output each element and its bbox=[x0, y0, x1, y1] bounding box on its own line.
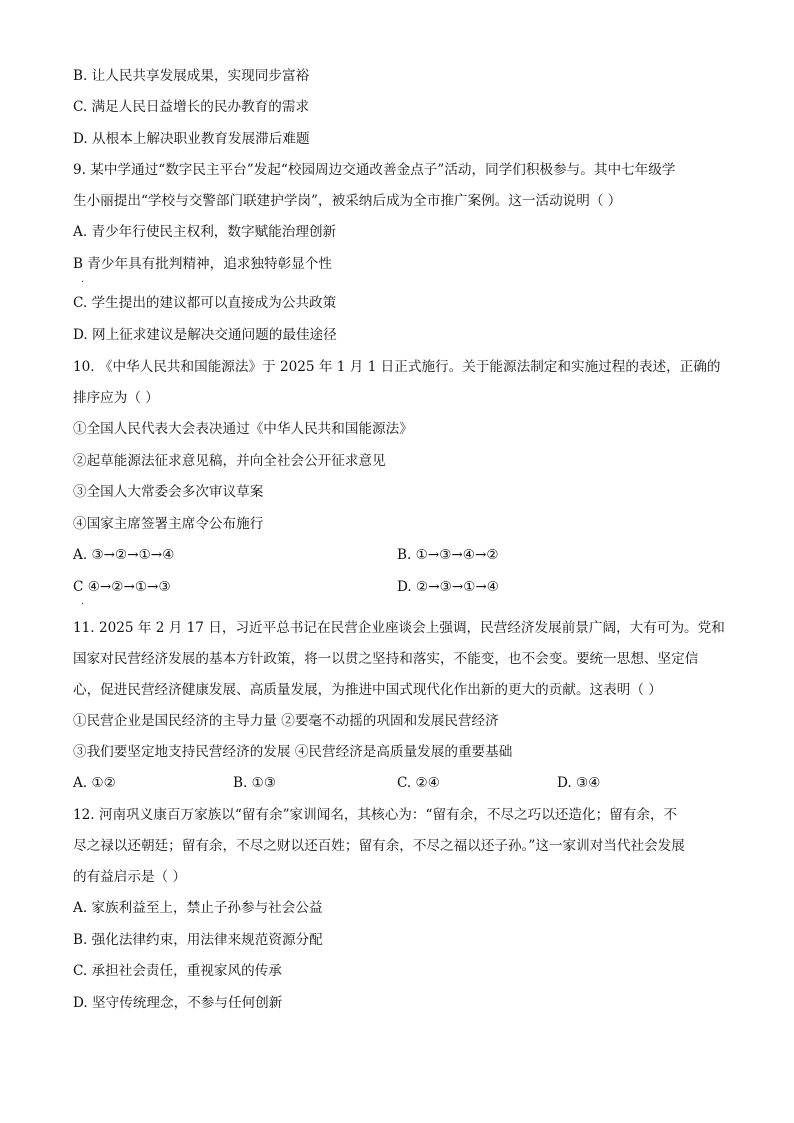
q10-stem-line1: 10. 《中华人民共和国能源法》于 2025 年 1 月 1 日正式施行。关于能源法制定和实施过程的表述，正确的 bbox=[73, 359, 721, 375]
q9-option-c: C. 学生提出的建议都可以直接成为公共政策 bbox=[73, 295, 337, 311]
q12-option-a: A. 家族利益至上，禁止子孙参与社会公益 bbox=[73, 900, 323, 916]
q11-option-b: B. ①③ bbox=[233, 775, 277, 791]
q12-option-d: D. 坚守传统理念，不参与任何创新 bbox=[73, 995, 283, 1011]
scan-dot: · bbox=[81, 599, 85, 610]
q10-option-c: C ④→②→①→③ bbox=[73, 579, 171, 595]
q10-stem-line2: 排序应为（ ） bbox=[73, 390, 159, 406]
q10-item-3: ③全国人大常委会多次审议草案 bbox=[73, 484, 264, 500]
q9-stem-line1: 9. 某中学通过“数字民主平台”发起“校园周边交通改善金点子”活动，同学们积极参与。其中七年级学 bbox=[73, 162, 676, 178]
q10-option-d: D. ②→③→①→④ bbox=[397, 579, 499, 595]
q9-stem-line2: 生小丽提出“学校与交警部门联建护学岗”，被采纳后成为全市推广案例。这一活动说明（ ） bbox=[73, 193, 622, 209]
q11-option-d: D. ③④ bbox=[557, 775, 601, 791]
q8-option-d: D. 从根本上解决职业教育发展滞后难题 bbox=[73, 131, 310, 147]
q10-option-a: A. ③→②→①→④ bbox=[73, 547, 175, 563]
q11-stem-line3: 心，促进民营经济健康发展、高质量发展，为推进中国式现代化作出新的更大的贡献。这表明（ ） bbox=[73, 682, 662, 698]
q9-option-b: B 青少年具有批判精神，追求独特彰显个性 bbox=[73, 256, 332, 272]
scan-dot: · bbox=[81, 277, 85, 288]
q11-stem-line1: 11. 2025 年 2 月 17 日，习近平总书记在民营企业座谈会上强调，民营经济发展前景广阔，大有可为。党和 bbox=[73, 620, 725, 636]
q10-option-b: B. ①→③→④→② bbox=[397, 547, 499, 563]
q11-stem-line2: 国家对民营经济发展的基本方针政策，将一以贯之坚持和落实，不能变，也不会变。要统一思想、坚定信 bbox=[73, 651, 699, 667]
q10-item-2: ②起草能源法征求意见稿，并向全社会公开征求意见 bbox=[73, 453, 386, 469]
q11-option-c: C. ②④ bbox=[397, 775, 440, 791]
q12-stem-line1: 12. 河南巩义康百万家族以“留有余”家训闻名，其核心为：“留有余，不尽之巧以还造化；留有余，不 bbox=[73, 807, 678, 823]
q11-items-line2: ③我们要坚定地支持民营经济的发展 ④民营经济是高质量发展的重要基础 bbox=[73, 744, 513, 760]
q10-item-4: ④国家主席签署主席令公布施行 bbox=[73, 516, 264, 532]
q8-option-b: B. 让人民共享发展成果，实现同步富裕 bbox=[73, 68, 310, 84]
q12-option-c: C. 承担社会责任，重视家风的传承 bbox=[73, 963, 282, 979]
q12-stem-line3: 的有益启示是（ ） bbox=[73, 869, 187, 885]
q12-stem-line2: 尽之禄以还朝廷；留有余，不尽之财以还百姓；留有余，不尽之福以还子孙。”这一家训对当代社会发展 bbox=[73, 838, 685, 854]
q9-option-a: A. 青少年行使民主权利，数字赋能治理创新 bbox=[73, 224, 337, 240]
q12-option-b: B. 强化法律约束，用法律来规范资源分配 bbox=[73, 932, 323, 948]
q11-option-a: A. ①② bbox=[73, 775, 116, 791]
q11-items-line1: ①民营企业是国民经济的主导力量 ②要毫不动摇的巩固和发展民营经济 bbox=[73, 713, 499, 729]
q10-item-1: ①全国人民代表大会表决通过《中华人民共和国能源法》 bbox=[73, 421, 413, 437]
q9-option-d: D. 网上征求建议是解决交通问题的最佳途径 bbox=[73, 327, 337, 343]
q8-option-c: C. 满足人民日益增长的民办教育的需求 bbox=[73, 99, 310, 115]
